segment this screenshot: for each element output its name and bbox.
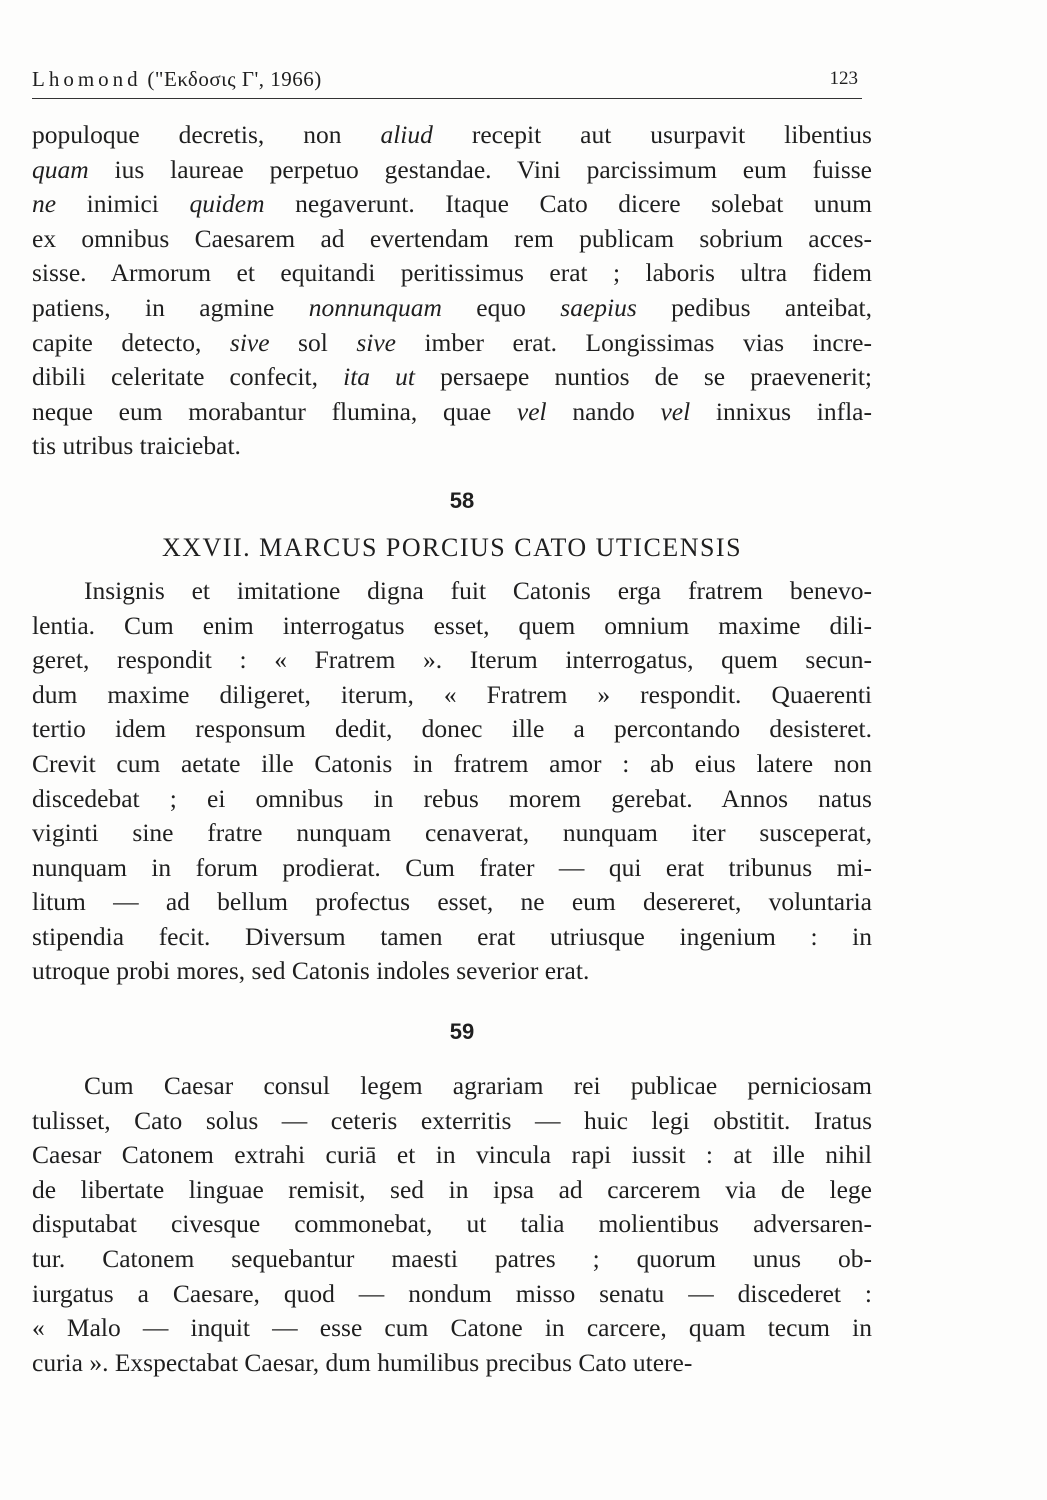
italic-text: quidem xyxy=(189,189,265,219)
text-segment: tis utribus traiciebat. xyxy=(32,431,241,461)
italic-text: vel xyxy=(516,396,547,426)
text-segment: disputabat civesque commonebat, ut talia molientibus adversaren- xyxy=(32,1209,872,1239)
italic-text: vel xyxy=(660,396,691,426)
text-segment: inimici xyxy=(56,189,190,219)
text-segment: patiens, in agmine xyxy=(32,292,309,322)
text-segment: negaverunt. Itaque Cato dicere solebat unum xyxy=(264,189,872,219)
text-line xyxy=(32,1069,872,1104)
header-author: Lhomond xyxy=(32,67,142,91)
running-header xyxy=(32,62,862,99)
text-segment: de libertate linguae remisit, sed in ipsa ad carcerem via de lege xyxy=(32,1174,872,1204)
text-line xyxy=(32,395,872,430)
text-line xyxy=(32,816,872,851)
text-line xyxy=(32,1138,872,1173)
text-segment: nunquam in forum prodierat. Cum frater — qui erat tribunus mi- xyxy=(32,852,872,882)
text-line xyxy=(32,1173,872,1208)
section-number-59: 59 xyxy=(449,1019,475,1045)
section-number-58: 58 xyxy=(449,487,475,513)
text-segment: tertio idem responsum dedit, donec ille a percontando desisteret. xyxy=(32,714,872,744)
text-segment: populoque decretis, non xyxy=(32,120,381,149)
text-segment: lentia. Cum enim interrogatus esset, quem omnium maxime dili- xyxy=(32,610,872,640)
text-segment: Crevit cum aetate ille Catonis in fratrem amor : ab eius latere non xyxy=(32,748,872,778)
text-line xyxy=(32,1346,872,1381)
text-line xyxy=(32,118,872,153)
italic-text: quam xyxy=(32,154,89,184)
text-line xyxy=(32,643,872,678)
header-source xyxy=(32,67,322,92)
text-segment: discedebat ; ei omnibus in rebus morem gerebat. Annos natus xyxy=(32,783,872,813)
italic-text: aliud xyxy=(380,120,433,149)
text-segment: equo xyxy=(441,292,561,322)
text-segment: iurgatus a Caesare, quod — nondum misso senatu — discederet : xyxy=(32,1278,872,1308)
text-segment: sol xyxy=(269,327,357,357)
text-line xyxy=(32,574,872,609)
text-segment: utroque probi mores, sed Catonis indoles severior erat. xyxy=(32,956,590,986)
text-line xyxy=(32,851,872,886)
text-line xyxy=(32,429,872,464)
text-line xyxy=(32,1242,872,1277)
text-segment: ex omnibus Caesarem ad evertendam rem publicam sobrium acces- xyxy=(32,223,872,253)
italic-text: sive xyxy=(229,327,270,357)
text-segment: capite detecto, xyxy=(32,327,230,357)
italic-text: sive xyxy=(356,327,396,357)
text-line xyxy=(32,885,872,920)
text-segment: litum — ad bellum profectus esset, ne eum desereret, voluntaria xyxy=(32,887,872,917)
paragraph-section-59 xyxy=(32,1069,872,1380)
text-segment: innixus infla- xyxy=(690,396,872,426)
text-line xyxy=(32,747,872,782)
text-segment: neque eum morabantur flumina, quae xyxy=(32,396,517,426)
text-segment: recepit aut usurpavit libentius xyxy=(432,120,872,149)
text-segment: ius laureae perpetuo gestandae. Vini parcissimum eum fuisse xyxy=(88,154,872,184)
text-line xyxy=(32,782,872,817)
text-line xyxy=(32,1277,872,1312)
text-segment: tulisset, Cato solus — ceteris exterritis — huic legi obstitit. Iratus xyxy=(32,1105,872,1135)
text-segment: dibili celeritate confecit, xyxy=(32,362,344,392)
italic-text: saepius xyxy=(560,292,637,322)
text-segment: tur. Catonem sequebantur maesti patres ; quorum unus ob- xyxy=(32,1244,872,1274)
text-line xyxy=(32,920,872,955)
italic-text: nonnunquam xyxy=(308,292,442,322)
text-segment: persaepe nuntios de se praevenerit; xyxy=(415,362,872,392)
text-segment: nando xyxy=(546,396,661,426)
paragraph-section-58 xyxy=(32,574,872,989)
header-edition: ("Εκδοσις Γ', 1966) xyxy=(147,67,322,91)
text-line xyxy=(32,1207,872,1242)
italic-text: ita ut xyxy=(343,362,416,392)
text-line xyxy=(32,153,872,188)
paragraph-continued xyxy=(32,118,872,464)
chapter-title: XXVII. MARCUS PORCIUS CATO UTICENSIS xyxy=(161,532,743,562)
text-line xyxy=(32,222,872,257)
text-line xyxy=(32,1104,872,1139)
text-segment: Cum Caesar consul legem agrariam rei publicae perniciosam xyxy=(84,1071,872,1101)
text-segment: pedibus anteibat, xyxy=(636,292,872,322)
text-segment: sisse. Armorum et equitandi peritissimus erat ; laboris ultra fidem xyxy=(32,258,872,288)
text-segment: Insignis et imitatione digna fuit Catonis erga fratrem benevo- xyxy=(84,575,872,605)
text-segment: imber erat. Longissimas vias incre- xyxy=(395,327,872,357)
text-line xyxy=(32,609,872,644)
text-line xyxy=(32,1311,872,1346)
text-line xyxy=(32,326,872,361)
text-segment: stipendia fecit. Diversum tamen erat utriusque ingenium : in xyxy=(32,921,872,951)
text-segment: curia ». Exspectabat Caesar, dum humilibus precibus Cato utere- xyxy=(32,1347,693,1377)
text-line xyxy=(32,360,872,395)
text-line xyxy=(32,954,872,989)
text-line xyxy=(32,291,872,326)
italic-text: ne xyxy=(32,189,57,219)
text-line xyxy=(32,256,872,291)
text-line xyxy=(32,712,872,747)
text-segment: dum maxime diligeret, iterum, « Fratrem » respondit. Quaerenti xyxy=(32,679,872,709)
text-segment: « Malo — inquit — esse cum Catone in carcere, quam tecum in xyxy=(32,1313,872,1343)
text-line xyxy=(32,678,872,713)
text-segment: Caesar Catonem extrahi curiā et in vincula rapi iussit : at ille nihil xyxy=(32,1140,872,1170)
text-line xyxy=(32,187,872,222)
page-number: 123 xyxy=(829,68,858,89)
text-segment: geret, respondit : « Fratrem ». Iterum interrogatus, quem secun- xyxy=(32,645,872,675)
text-segment: viginti sine fratre nunquam cenaverat, nunquam iter susceperat, xyxy=(32,818,872,848)
body-text xyxy=(32,118,872,1380)
